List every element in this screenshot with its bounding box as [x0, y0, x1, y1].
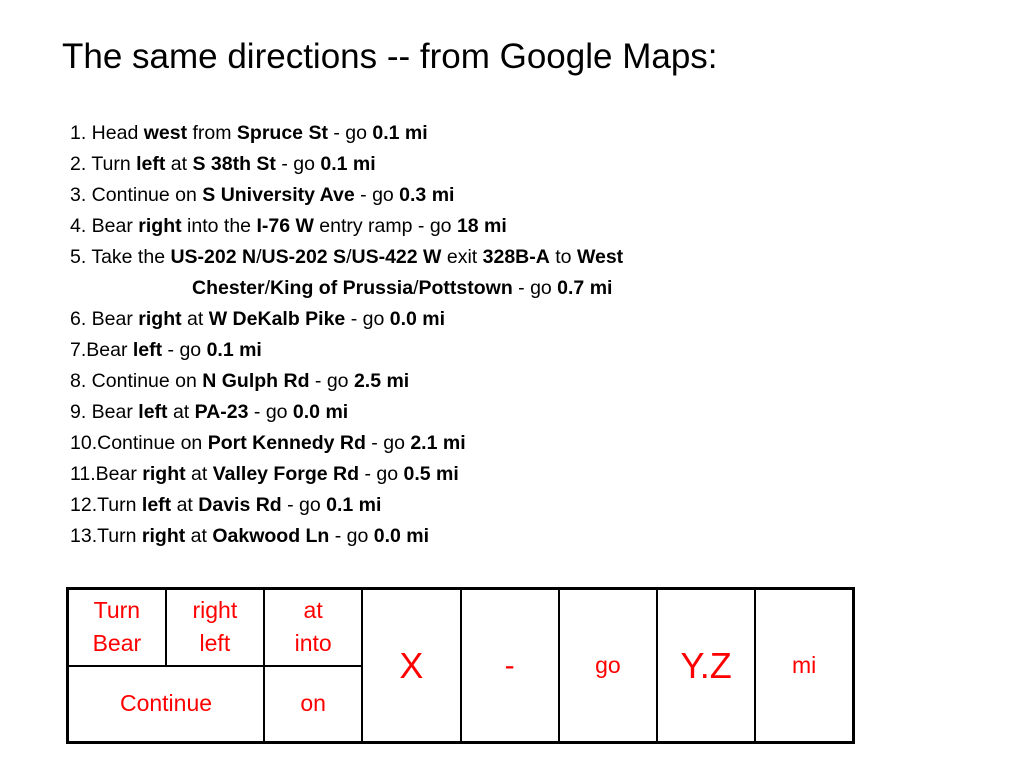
step-text: /: [264, 277, 271, 299]
directions-list: [70, 120, 623, 554]
direction-step: [70, 492, 623, 523]
step-emphasis: 2.5 mi: [353, 370, 410, 392]
step-emphasis: left: [138, 401, 168, 423]
step-emphasis: US-202 N: [170, 246, 257, 268]
step-emphasis: PA-23: [194, 401, 249, 423]
direction-step: [70, 368, 623, 399]
step-emphasis: 328B-A: [482, 246, 550, 268]
cell-turn-bear: Turn Bear: [68, 589, 166, 666]
step-text: 8. Continue on: [70, 370, 203, 392]
step-text: - go: [345, 308, 390, 330]
step-text: - go: [309, 370, 354, 392]
step-text: - go: [359, 463, 404, 485]
step-emphasis: 0.3 mi: [399, 184, 455, 206]
step-text: - go: [162, 339, 207, 361]
direction-step: [70, 151, 623, 182]
step-emphasis: Valley Forge Rd: [212, 463, 360, 485]
step-text: 11.Bear: [70, 463, 143, 485]
cell-mi: mi: [755, 589, 853, 743]
step-emphasis: left: [132, 339, 163, 361]
direction-step: [70, 399, 623, 430]
cell-x: X: [362, 589, 460, 743]
pattern-table: [66, 587, 855, 744]
step-text: /: [413, 277, 419, 299]
step-text: 9. Bear: [70, 401, 139, 423]
step-text: 12.Turn: [70, 494, 142, 516]
step-emphasis: right: [142, 463, 186, 485]
step-text: 10.Continue on: [70, 432, 208, 454]
step-emphasis: 0.0 mi: [292, 401, 349, 423]
step-emphasis: 0.7 mi: [557, 277, 613, 299]
step-emphasis: US-202 S: [261, 246, 347, 268]
step-emphasis: W DeKalb Pike: [208, 308, 346, 330]
step-emphasis: Oakwood Ln: [212, 525, 330, 547]
step-text: 7.Bear: [70, 339, 133, 361]
cell-right-left: right left: [166, 589, 264, 666]
step-text: 13.Turn: [70, 525, 142, 547]
step-text: at: [185, 525, 213, 547]
cell-at-into: at into: [264, 589, 362, 666]
step-text: - go: [365, 432, 411, 454]
step-text: 2. Turn: [70, 153, 137, 175]
step-emphasis: 0.1 mi: [372, 122, 428, 144]
step-text: to: [549, 246, 577, 268]
direction-step: [70, 213, 623, 244]
cell-go: go: [559, 589, 657, 743]
direction-step: [70, 244, 623, 275]
step-emphasis: 2.1 mi: [410, 432, 466, 454]
step-emphasis: left: [136, 153, 166, 175]
step-emphasis: Spruce St: [236, 122, 328, 144]
cell-yz: Y.Z: [657, 589, 755, 743]
step-text: at: [185, 463, 213, 485]
page-title: The same directions -- from Google Maps:: [62, 37, 718, 76]
step-text: - go: [275, 153, 321, 175]
step-emphasis: west: [143, 122, 188, 144]
step-emphasis: right: [138, 308, 182, 330]
step-text: - go: [329, 525, 374, 547]
step-text: 1. Head: [70, 122, 144, 144]
step-emphasis: S 38th St: [192, 153, 276, 175]
direction-step: [70, 275, 623, 306]
step-text: into the: [181, 215, 257, 237]
step-text: at: [171, 494, 199, 516]
step-text: entry ramp - go: [313, 215, 457, 237]
step-text: 6. Bear: [70, 308, 139, 330]
step-emphasis: West: [576, 246, 624, 268]
step-emphasis: 0.5 mi: [403, 463, 459, 485]
step-emphasis: 0.1 mi: [326, 494, 382, 516]
step-emphasis: S University Ave: [202, 184, 355, 206]
step-emphasis: 0.0 mi: [373, 525, 430, 547]
step-text: 5. Take the: [70, 246, 171, 268]
step-emphasis: US-422 W: [351, 246, 442, 268]
step-emphasis: left: [141, 494, 172, 516]
step-emphasis: Davis Rd: [198, 494, 282, 516]
step-emphasis: right: [141, 525, 186, 547]
step-text: 3. Continue on: [70, 184, 203, 206]
step-emphasis: 0.1 mi: [206, 339, 262, 361]
direction-step: [70, 120, 623, 151]
step-emphasis: 0.1 mi: [320, 153, 376, 175]
step-text: - go: [281, 494, 327, 516]
step-text: exit: [441, 246, 483, 268]
cell-on: on: [264, 666, 362, 743]
step-text: /: [256, 246, 262, 268]
direction-step: [70, 306, 623, 337]
step-text: - go: [248, 401, 293, 423]
step-text: at: [181, 308, 209, 330]
step-text: - go: [327, 122, 373, 144]
step-emphasis: King of Prussia: [270, 277, 414, 299]
step-text: at: [167, 401, 195, 423]
step-text: at: [165, 153, 193, 175]
step-emphasis: Chester: [192, 277, 265, 299]
direction-step: [70, 337, 623, 368]
step-emphasis: right: [138, 215, 182, 237]
direction-step: [70, 461, 623, 492]
cell-dash: -: [461, 589, 559, 743]
step-emphasis: 0.0 mi: [389, 308, 446, 330]
step-text: from: [187, 122, 237, 144]
step-text: - go: [354, 184, 400, 206]
cell-continue: Continue: [68, 666, 265, 743]
step-text: 4. Bear: [70, 215, 139, 237]
direction-step: [70, 430, 623, 461]
step-text: - go: [512, 277, 558, 299]
direction-step: [70, 523, 623, 554]
step-text: /: [346, 246, 352, 268]
step-emphasis: Port Kennedy Rd: [207, 432, 366, 454]
direction-step: [70, 182, 623, 213]
step-emphasis: I-76 W: [256, 215, 314, 237]
step-emphasis: 18 mi: [456, 215, 507, 237]
step-emphasis: N Gulph Rd: [202, 370, 310, 392]
step-emphasis: Pottstown: [418, 277, 513, 299]
